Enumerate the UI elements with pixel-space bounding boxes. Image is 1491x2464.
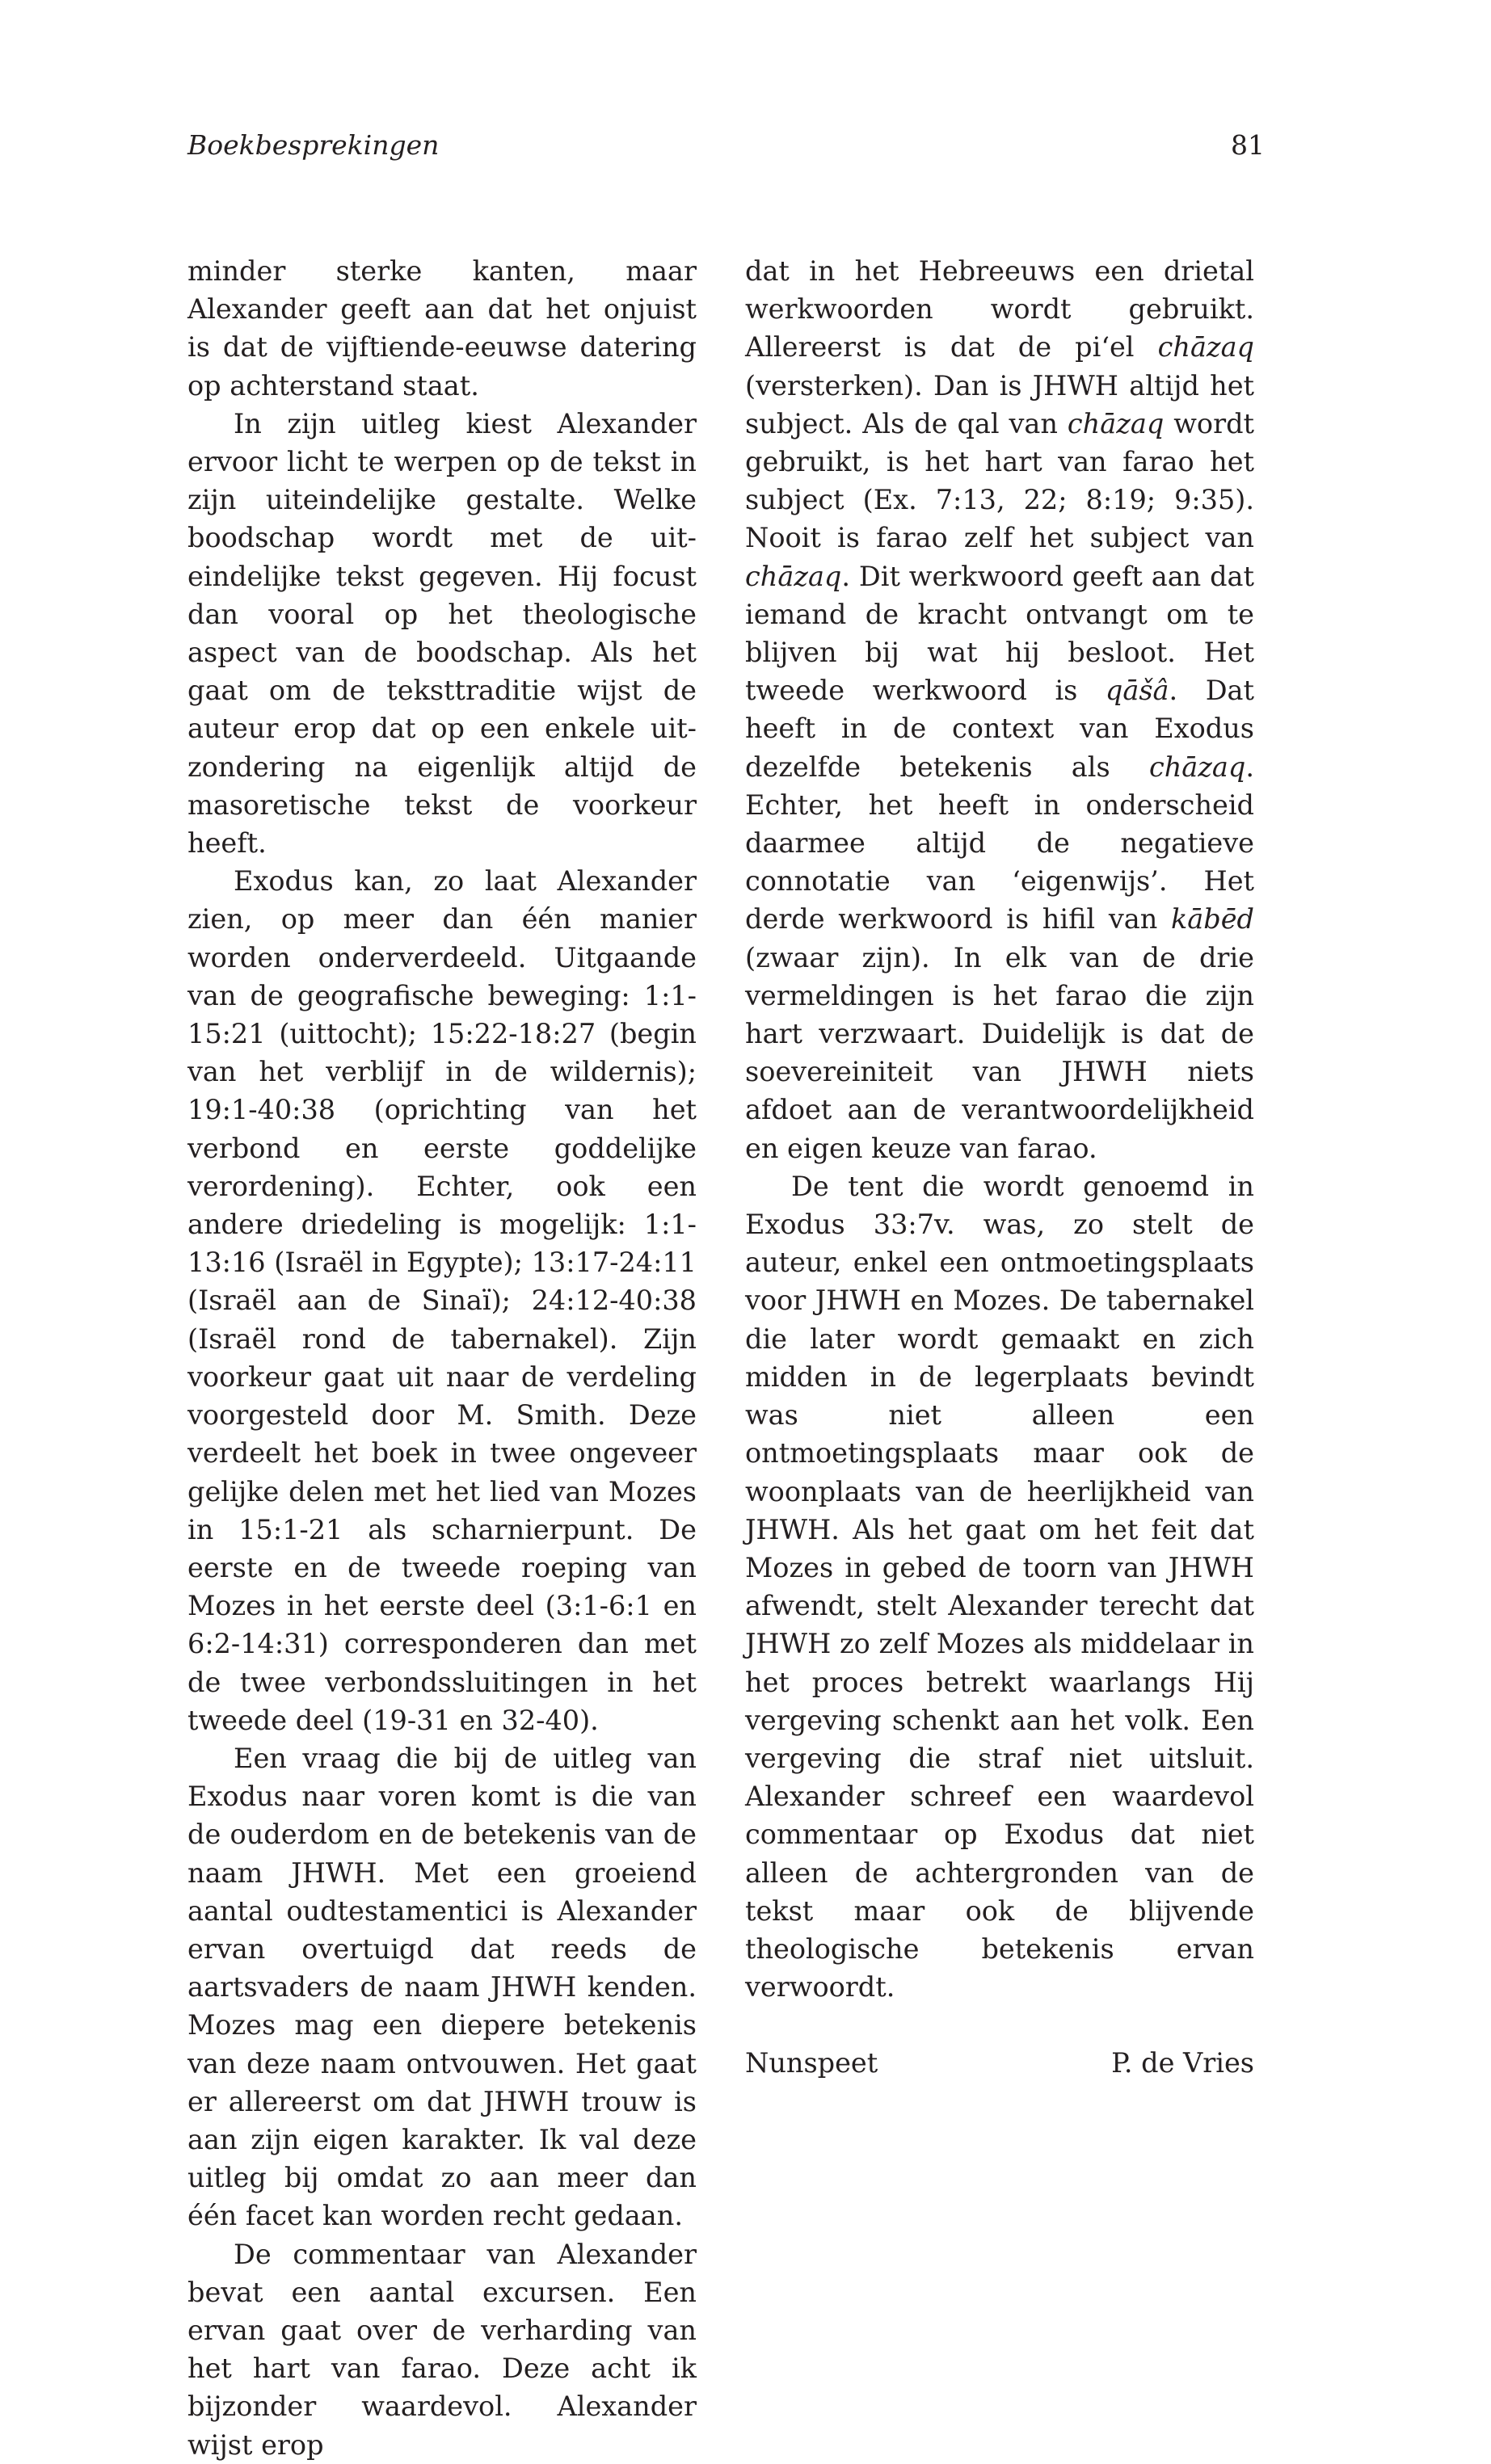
paragraph: Exodus kan, zo laat Alexander zien, op meer dan één manier worden onderverdeeld. Uitgaande van de geografische beweging: 1:1-15:21 (uittocht); 15:22-18:27 (begin van het verblijf in de wildernis); 19:1-40:38 (oprichting van het verbond en eerste goddelijke verordening). Echter, ook een andere driedeling is mogelijk: 1:1-13:16 (Israël in Egypte); 13:17-24:11 (Israël aan de Sinaï); 24:12-40:38 (Israël rond de tabernakel). Zijn voorkeur gaat uit naar de verdeling voorgesteld door M. Smith. Deze verdeelt het boek in twee ongeveer gelijke delen met het lied van Mozes in 15:1-21 als scharnierpunt. De eerste en de tweede roeping van Mozes in het eerste deel (3:1-6:1 en 6:2-14:31) corresponderen dan met de twee verbondssluitingen in het tweede deel (19-31 en 32-40). [187,865,697,1736]
hebrew-term: chāzaq [1148,751,1246,783]
paragraph [745,252,1254,1167]
paragraph: minder sterke kanten, maar Alexander geeft aan dat het onjuist is dat de vijftiende-eeuwse datering op achterstand staat. [187,255,697,402]
hebrew-term: chāzaq [1157,331,1254,364]
paragraph: In zijn uitleg kiest Alexander ervoor licht te werpen op de tekst in zijn uiteindelijke gestalte. Welke boodschap wordt met de uiteindelijke tekst gegeven. Hij focust dan vooral op het theologische aspect van de boodschap. Als het gaat om de teksttraditie wijst de auteur erop dat op een enkele uitzondering na eigenlijk altijd de masoretische tekst de voorkeur heeft. [187,407,697,860]
signoff-author: P. de Vries [1111,2047,1254,2079]
hebrew-term: chāzaq [745,560,842,592]
text-run: (zwaar zijn). In elk van de drie vermeldingen is het farao die zijn hart verzwaart. Duidelijk is dat de soevereiniteit van JHWH niets afdoet aan de verantwoordelijkheid en eigen keuze van farao. [745,941,1254,1164]
signoff [745,2044,1254,2082]
paragraph: De tent die wordt genoemd in Exodus 33:7v. was, zo stelt de auteur, enkel een ontmoetingsplaats voor JHWH en Mozes. De tabernakel die later wordt gemaakt en zich midden in de legerplaats bevindt was niet alleen een ontmoetingsplaats maar ook de woonplaats van de heerlijkheid van JHWH. Als het gaat om het feit dat Mozes in gebed de toorn van JHWH afwendt, stelt Alexander terecht dat JHWH zo zelf Mozes als middelaar in het proces betrekt waarlangs Hij vergeving schenkt aan het volk. Een vergeving die straf niet uitsluit. Alexander schreef een waardevol commentaar op Exodus dat niet alleen de achtergronden van de tekst maar ook de blijvende theologische betekenis ervan verwoordt. [745,1170,1254,2004]
text-run: . Dit werkwoord geeft aan dat iemand de kracht ontvangt om te blijven bij wat hij besloot. Het tweede werkwoord is [745,560,1254,707]
running-title: Boekbesprekingen [187,129,440,161]
hebrew-term: kābēd [1171,903,1254,936]
text-run: wordt gebruikt, is het hart van farao het subject (Ex. 7:13, 22; 8:19; 9:35). Nooit is farao zelf het subject van [745,407,1254,554]
text-run: . Dat heeft in de context van Exodus dezelfde betekenis als [745,675,1254,783]
hebrew-term: qāšâ [1105,675,1169,707]
paragraph: De commentaar van Alexander bevat een aantal excursen. Een ervan gaat over de verharding van het hart van farao. Deze acht ik bijzonder waardevol. Alexander wijst erop [187,2238,697,2461]
signoff-place: Nunspeet [745,2047,878,2079]
hebrew-term: chāzaq [1067,407,1165,439]
right-column [745,252,1254,2083]
text-run: (versterken). Dan is JHWH altijd het subject. Als de qal van [745,369,1254,439]
text-run: dat in het Hebreeuws een drietal werkwoorden wordt gebruikt. Allereerst is dat de pi‘el [745,255,1254,364]
page-number: 81 [1231,129,1265,161]
left-column [187,252,697,2464]
paragraph: Een vraag die bij de uitleg van Exodus naar voren komt is die van de ouderdom en de betekenis van de naam JHWH. Met een groeiend aantal oudtestamentici is Alexander ervan overtuigd dat reeds de aartsvaders de naam JHWH kenden. Mozes mag een diepere betekenis van deze naam ontvouwen. Het gaat er allereerst om dat JHWH trouw is aan zijn eigen karakter. Ik val deze uitleg bij omdat zo aan meer dan één facet kan worden recht gedaan. [187,1742,697,2232]
text-run: . Echter, het heeft in onderscheid daarmee altijd de negatieve connotatie van ‘eigenwijs’. Het derde werkwoord is hifil van [745,751,1254,936]
